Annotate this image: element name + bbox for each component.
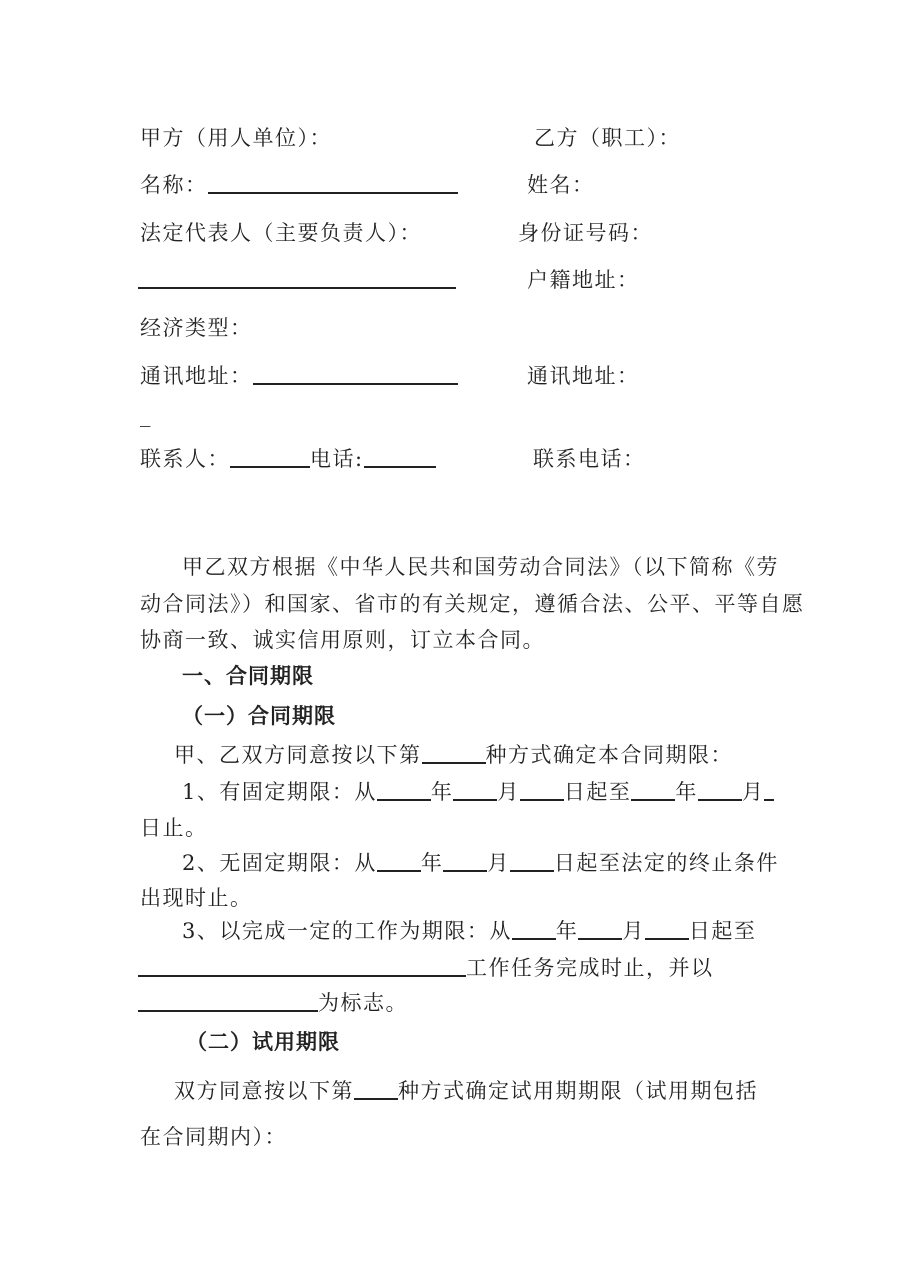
trial-intro-a: 双方同意按以下第 xyxy=(174,1079,354,1103)
term-intro-row xyxy=(174,740,733,770)
party-a-label: 甲方（用人单位）： xyxy=(140,126,332,150)
task-month-blank[interactable] xyxy=(578,918,622,940)
open-month-blank[interactable] xyxy=(443,850,487,872)
legal-rep-label: 法定代表人（主要负责人）： xyxy=(140,221,422,245)
subsection-title-term: （一）合同期限 xyxy=(182,704,336,728)
economic-type-label: 经济类型： xyxy=(140,316,253,340)
tel-blank[interactable] xyxy=(364,446,436,468)
year-label: 年 xyxy=(675,780,698,804)
subsection-title-trial: （二）试用期限 xyxy=(186,1030,340,1054)
fixed-term-row xyxy=(182,777,774,807)
contact-tel-label: 联系电话： xyxy=(533,447,646,471)
task-description-blank[interactable] xyxy=(138,955,466,977)
task-term-label: 3、以完成一定的工作为期限：从 xyxy=(182,919,512,943)
task-year-blank[interactable] xyxy=(512,918,556,940)
person-name-label: 姓名： xyxy=(527,173,595,197)
fixed-end-year-blank[interactable] xyxy=(631,779,675,801)
tel-label: 电话: xyxy=(310,447,364,471)
household-address-label: 户籍地址： xyxy=(527,268,640,292)
day-from-label: 日起至 xyxy=(563,780,632,804)
stray-dash: _ xyxy=(140,403,151,427)
fixed-start-year-blank[interactable] xyxy=(377,779,431,801)
trial-option-blank[interactable] xyxy=(354,1078,398,1100)
term-intro-b: 种方式确定本合同期限： xyxy=(485,743,733,767)
month-label: 月 xyxy=(622,919,645,943)
task-term-row xyxy=(182,916,756,946)
company-name-row xyxy=(140,170,458,200)
trial-cont: 在合同期内）： xyxy=(140,1125,287,1149)
address-a-blank[interactable] xyxy=(253,363,458,385)
open-term-row xyxy=(182,848,779,878)
preamble-line-1: 甲乙双方根据《中华人民共和国劳动合同法》（以下简称《劳 xyxy=(182,555,779,579)
year-label: 年 xyxy=(430,780,454,804)
task-term-line-2-text: 工作任务完成时止，并以 xyxy=(466,956,714,980)
month-label: 月 xyxy=(487,851,510,875)
trial-intro-b: 种方式确定试用期期限（试用期包括 xyxy=(398,1079,758,1103)
open-term-label: 2、无固定期限：从 xyxy=(182,851,377,875)
open-term-b: 日起至法定的终止条件 xyxy=(553,851,779,875)
preamble-line-3: 协商一致、诚实信用原则，订立本合同。 xyxy=(140,628,545,652)
address-a-label: 通讯地址： xyxy=(140,364,253,388)
year-label: 年 xyxy=(420,851,444,875)
contact-row xyxy=(140,444,436,474)
section-title-term: 一、合同期限 xyxy=(182,664,314,688)
fixed-end-day-blank[interactable] xyxy=(764,779,774,801)
trial-row xyxy=(174,1076,758,1106)
year-label: 年 xyxy=(555,919,579,943)
task-marker-blank[interactable] xyxy=(138,990,318,1012)
task-term-b: 日起至 xyxy=(688,919,757,943)
task-term-line-3 xyxy=(138,988,408,1018)
contact-blank[interactable] xyxy=(230,446,310,468)
company-name-label: 名称： xyxy=(140,173,208,197)
task-term-line-3-text: 为标志。 xyxy=(318,991,408,1015)
company-name-blank[interactable] xyxy=(208,172,458,194)
fixed-start-day-blank[interactable] xyxy=(520,779,564,801)
preamble-line-2: 动合同法》）和国家、省市的有关规定，遵循合法、公平、平等自愿 xyxy=(140,592,805,616)
id-number-label: 身份证号码： xyxy=(518,221,653,245)
term-intro-a: 甲、乙双方同意按以下第 xyxy=(174,743,422,767)
open-year-blank[interactable] xyxy=(377,850,421,872)
open-day-blank[interactable] xyxy=(510,850,554,872)
fixed-term-label: 1、有固定期限：从 xyxy=(182,780,377,804)
open-term-cont: 出现时止。 xyxy=(140,886,253,910)
task-term-line-2 xyxy=(138,953,714,983)
party-b-label: 乙方（职工）： xyxy=(534,126,681,150)
legal-rep-blank[interactable] xyxy=(138,287,456,289)
term-option-blank[interactable] xyxy=(422,742,486,764)
fixed-end-month-blank[interactable] xyxy=(698,779,742,801)
contact-label: 联系人： xyxy=(140,447,230,471)
address-b-label: 通讯地址： xyxy=(527,364,640,388)
task-day-blank[interactable] xyxy=(645,918,689,940)
month-label: 月 xyxy=(741,780,765,804)
fixed-start-month-blank[interactable] xyxy=(453,779,497,801)
address-a-row xyxy=(140,361,458,391)
fixed-term-cont: 日止。 xyxy=(140,816,208,840)
month-label: 月 xyxy=(497,780,520,804)
